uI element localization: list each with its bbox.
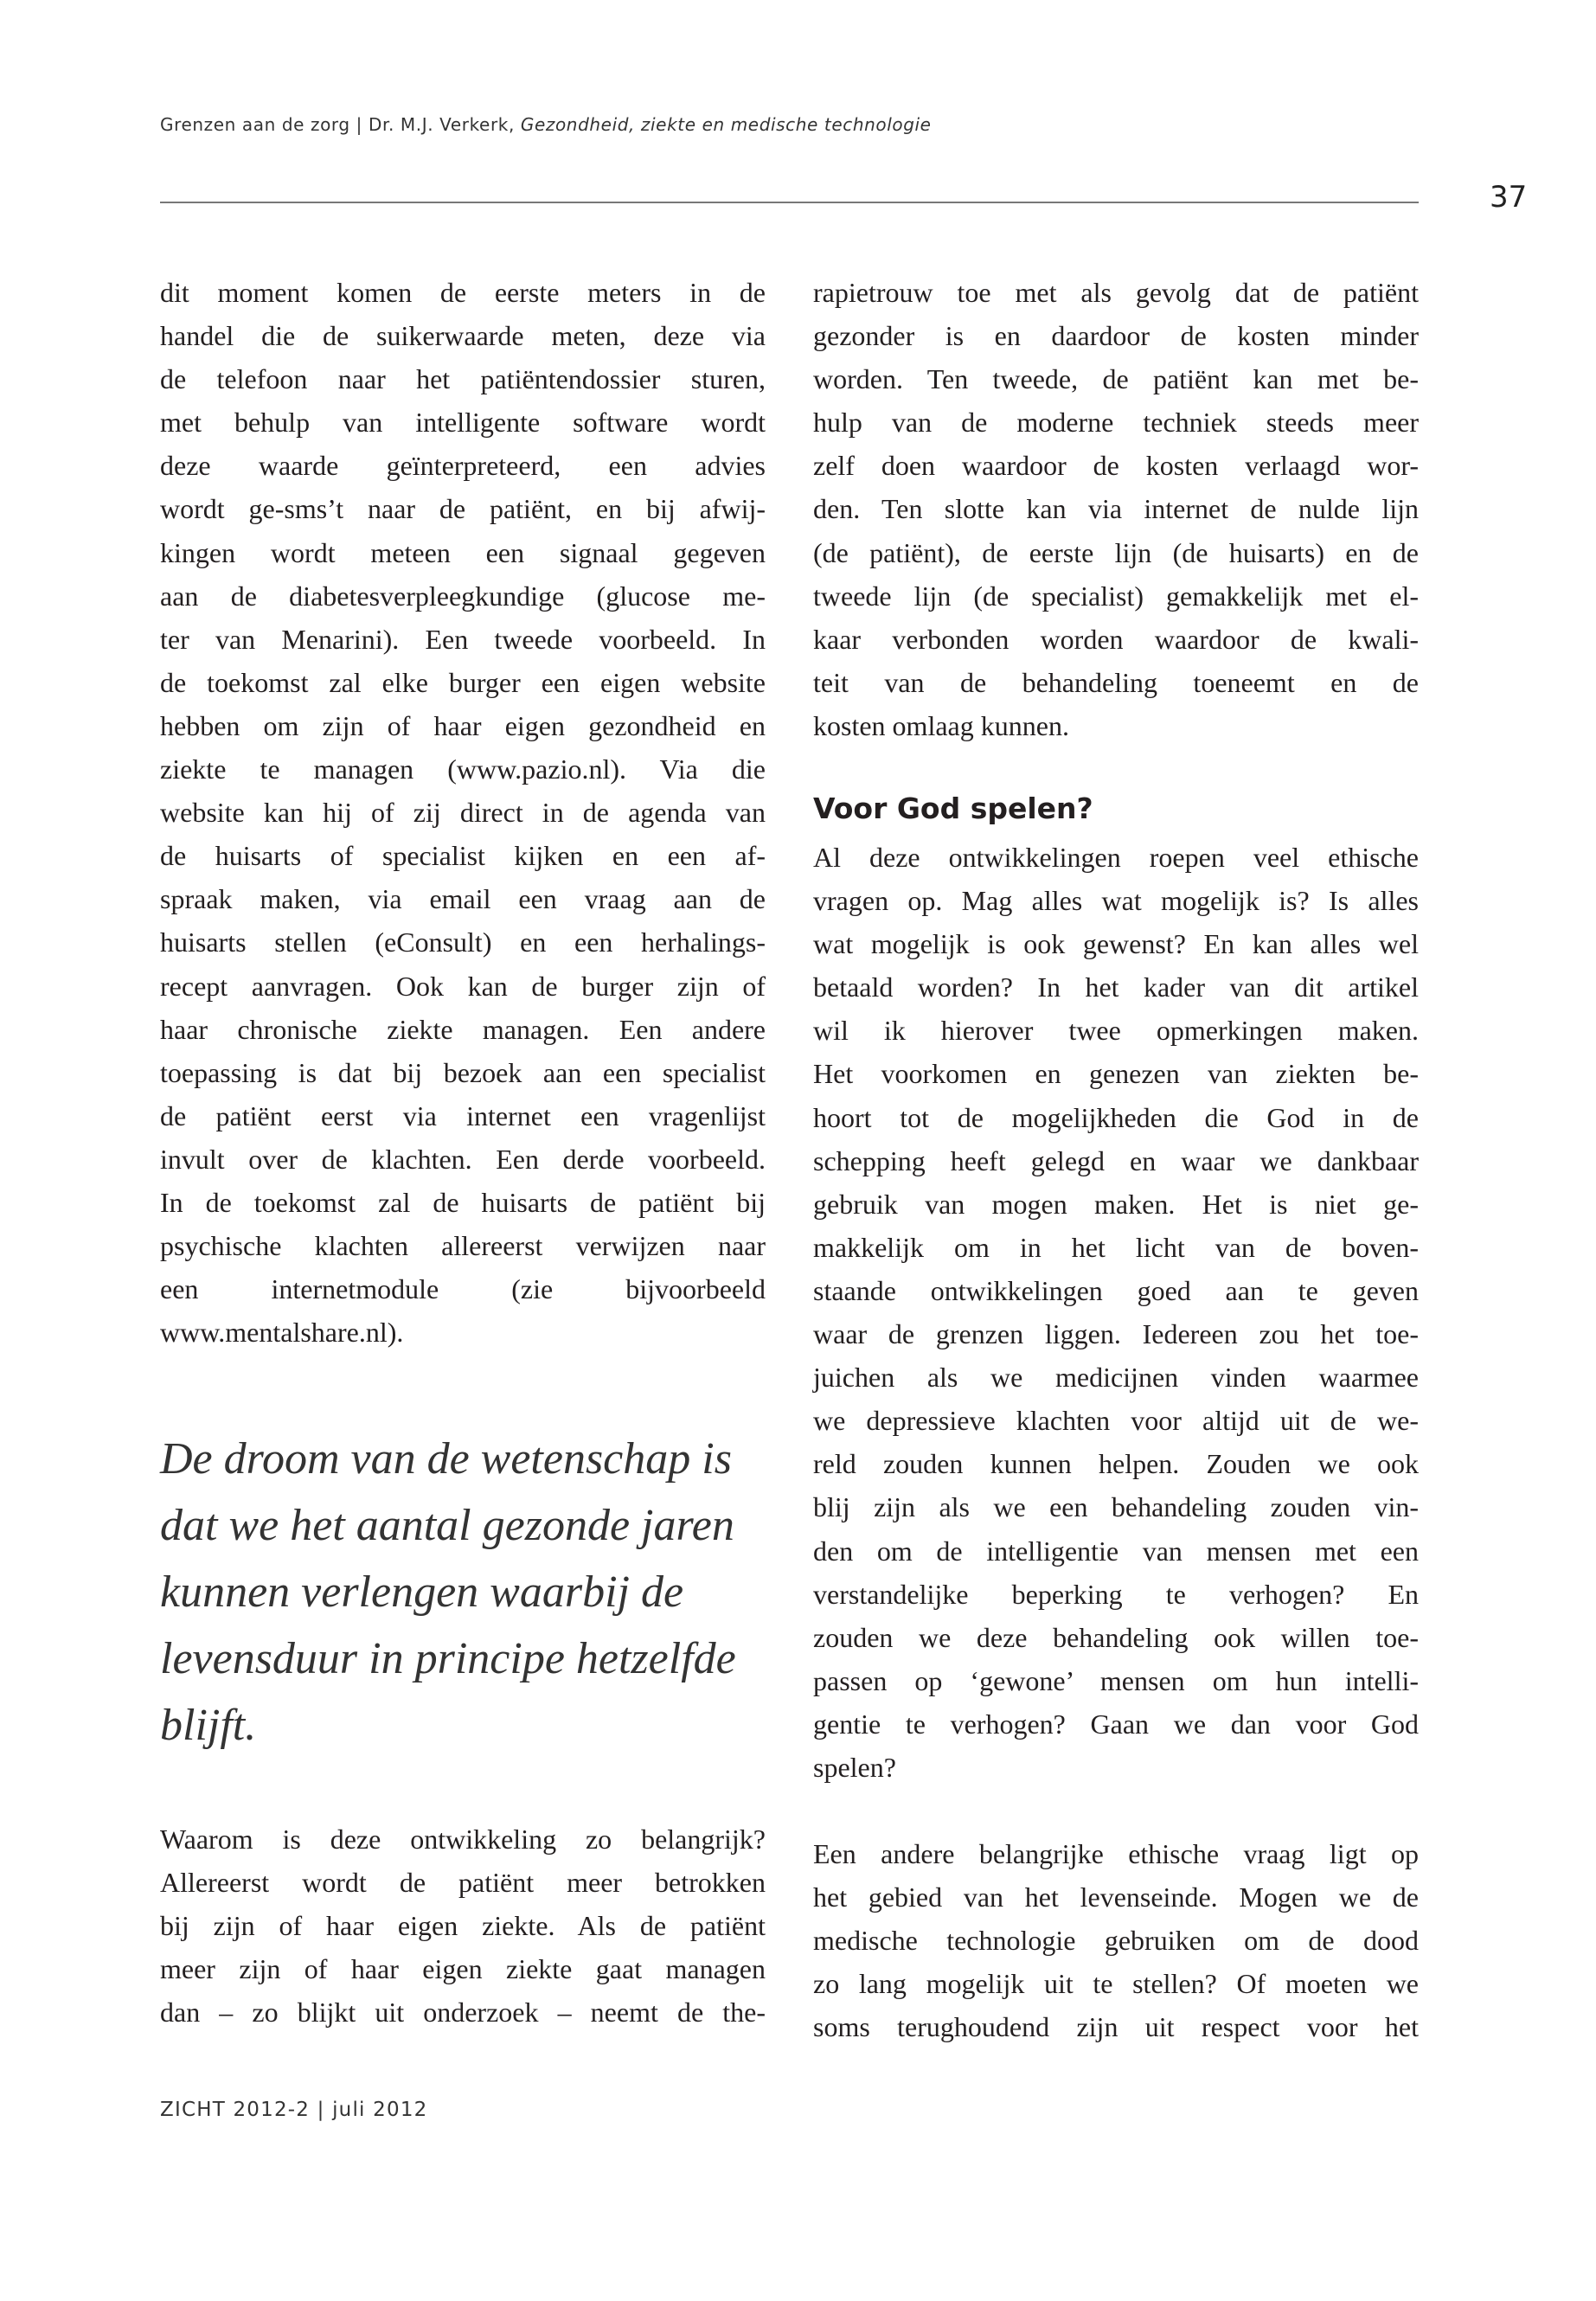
text-line: staande ontwikkelingen goed aan te geven — [813, 1274, 1419, 1306]
text-line: kaar verbonden worden waardoor de kwali- — [813, 623, 1419, 655]
text-line: den om de intelligentie van mensen met een — [813, 1535, 1419, 1567]
text-line: De droom van de wetenschap is — [160, 1434, 732, 1484]
text-line: gezonder is en daardoor de kosten minder — [813, 320, 1419, 352]
text-line: waar de grenzen liggen. Iedereen zou het toe- — [813, 1318, 1419, 1350]
text-line: zouden we deze behandeling ook willen toe- — [813, 1621, 1419, 1653]
left-paragraph-1 — [160, 271, 766, 1354]
text-line: vragen op. Mag alles wat mogelijk is? Is alles — [813, 885, 1419, 917]
text-line: haar chronische ziekte managen. Een andere — [160, 1013, 766, 1045]
text-line: betaald worden? In het kader van dit artikel — [813, 971, 1419, 1003]
text-line: tweede lijn (de specialist) gemakkelijk met el- — [813, 580, 1419, 612]
left-paragraph-2 — [160, 1817, 766, 2034]
text-line: Een andere belangrijke ethische vraag ligt op — [813, 1838, 1419, 1869]
section-heading: Voor God spelen? — [813, 792, 1093, 825]
text-line: recept aanvragen. Ook kan de burger zijn of — [160, 970, 766, 1002]
pull-quote — [160, 1426, 783, 1759]
text-line: kosten omlaag kunnen. — [813, 709, 1069, 741]
text-line: invult over de klachten. Een derde voorbeeld. — [160, 1143, 766, 1175]
text-line: passen op ‘gewone’ mensen om hun intelli- — [813, 1664, 1419, 1696]
text-line: de patiënt eerst via internet een vragenlijst — [160, 1099, 766, 1131]
text-line: reld zouden kunnen helpen. Zouden we ook — [813, 1448, 1419, 1480]
author: Dr. M.J. Verkerk, — [368, 114, 515, 135]
text-line: de telefoon naar het patiëntendossier sturen, — [160, 363, 766, 395]
text-line: zelf doen waardoor de kosten verlaagd wor- — [813, 450, 1419, 482]
text-line: de huisarts of specialist kijken en een af- — [160, 840, 766, 872]
right-paragraph-3 — [813, 1832, 1419, 2048]
text-line: dan – zo blijkt uit onderzoek – neemt de the- — [160, 1997, 766, 2029]
text-line: den. Ten slotte kan via internet de nulde lijn — [813, 493, 1419, 525]
text-line: meer zijn of haar eigen ziekte gaat managen — [160, 1953, 766, 1985]
right-paragraph-2 — [813, 836, 1419, 1789]
text-line: spraak maken, via email een vraag aan de — [160, 883, 766, 915]
text-line: wordt ge-sms’t naar de patiënt, en bij afwij- — [160, 493, 766, 525]
text-line: Waarom is deze ontwikkeling zo belangrijk? — [160, 1823, 766, 1855]
text-line: gentie te verhogen? Gaan we dan voor God — [813, 1708, 1419, 1740]
footer-issue: ZICHT 2012-2 | juli 2012 — [160, 2099, 428, 2121]
text-line: levensduur in principe hetzelfde — [160, 1634, 736, 1683]
text-line: deze waarde geïnterpreteerd, een advies — [160, 450, 766, 482]
text-line: aan de diabetesverpleegkundige (glucose me- — [160, 580, 766, 612]
text-line: hebben om zijn of haar eigen gezondheid en — [160, 709, 766, 741]
text-line: blij zijn als we een behandeling zouden vin- — [813, 1491, 1419, 1523]
text-line: dat we het aantal gezonde jaren — [160, 1501, 734, 1550]
text-line: zo lang mogelijk uit te stellen? Of moeten we — [813, 1968, 1419, 2000]
text-line: verstandelijke beperking te verhogen? En — [813, 1578, 1419, 1610]
text-line: ter van Menarini). Een tweede voorbeeld. In — [160, 623, 766, 655]
text-line: spelen? — [813, 1751, 896, 1783]
text-line: soms terughoudend zijn uit respect voor het — [813, 2011, 1419, 2043]
text-line: www.mentalshare.nl). — [160, 1317, 404, 1349]
text-line: blijft. — [160, 1701, 257, 1750]
text-line: hulp van de moderne techniek steeds meer — [813, 407, 1419, 439]
text-line: kunnen verlengen waarbij de — [160, 1567, 684, 1617]
page-number: 37 — [1490, 180, 1528, 215]
running-header — [160, 114, 932, 135]
text-line: bij zijn of haar eigen ziekte. Als de patiënt — [160, 1910, 766, 1942]
text-line: website kan hij of zij direct in de agenda van — [160, 797, 766, 829]
text-line: worden. Ten tweede, de patiënt kan met be- — [813, 363, 1419, 395]
right-paragraph-1 — [813, 271, 1419, 747]
text-line: schepping heeft gelegd en waar we dankbaar — [813, 1144, 1419, 1176]
text-line: kingen wordt meteen een signaal gegeven — [160, 536, 766, 568]
text-line: dit moment komen de eerste meters in de — [160, 277, 766, 308]
text-line: wat mogelijk is ook gewenst? En kan alles wel — [813, 928, 1419, 960]
text-line: met behulp van intelligente software wordt — [160, 407, 766, 439]
text-line: Al deze ontwikkelingen roepen veel ethische — [813, 842, 1419, 873]
text-line: medische technologie gebruiken om de dood — [813, 1925, 1419, 1957]
text-line: handel die de suikerwaarde meten, deze via — [160, 320, 766, 352]
header-separator: | — [356, 114, 363, 135]
text-line: makkelijk om in het licht van de boven- — [813, 1231, 1419, 1263]
text-line: rapietrouw toe met als gevolg dat de patiënt — [813, 277, 1419, 308]
text-line: de toekomst zal elke burger een eigen website — [160, 666, 766, 698]
article-title: Gezondheid, ziekte en medische technologie — [520, 114, 932, 135]
text-line: gebruik van mogen maken. Het is niet ge- — [813, 1188, 1419, 1220]
text-line: we depressieve klachten voor altijd uit de we- — [813, 1405, 1419, 1437]
text-line: Het voorkomen en genezen van ziekten be- — [813, 1058, 1419, 1090]
text-line: teit van de behandeling toeneemt en de — [813, 666, 1419, 698]
text-line: In de toekomst zal de huisarts de patiënt bij — [160, 1186, 766, 1218]
text-line: het gebied van het levenseinde. Mogen we de — [813, 1881, 1419, 1913]
text-line: psychische klachten allereerst verwijzen naar — [160, 1230, 766, 1262]
text-line: ziekte te managen (www.pazio.nl). Via die — [160, 753, 766, 785]
text-line: wil ik hierover twee opmerkingen maken. — [813, 1015, 1419, 1047]
header-rule — [160, 202, 1419, 203]
text-line: toepassing is dat bij bezoek aan een specialist — [160, 1056, 766, 1088]
text-line: een internetmodule (zie bijvoorbeeld — [160, 1273, 766, 1305]
text-line: huisarts stellen (eConsult) en een herhalings- — [160, 926, 766, 958]
text-line: (de patiënt), de eerste lijn (de huisarts) en de — [813, 536, 1419, 568]
section-title: Grenzen aan de zorg — [160, 114, 350, 135]
text-line: Allereerst wordt de patiënt meer betrokken — [160, 1867, 766, 1899]
text-line: juichen als we medicijnen vinden waarmee — [813, 1362, 1419, 1394]
text-line: hoort tot de mogelijkheden die God in de — [813, 1101, 1419, 1133]
